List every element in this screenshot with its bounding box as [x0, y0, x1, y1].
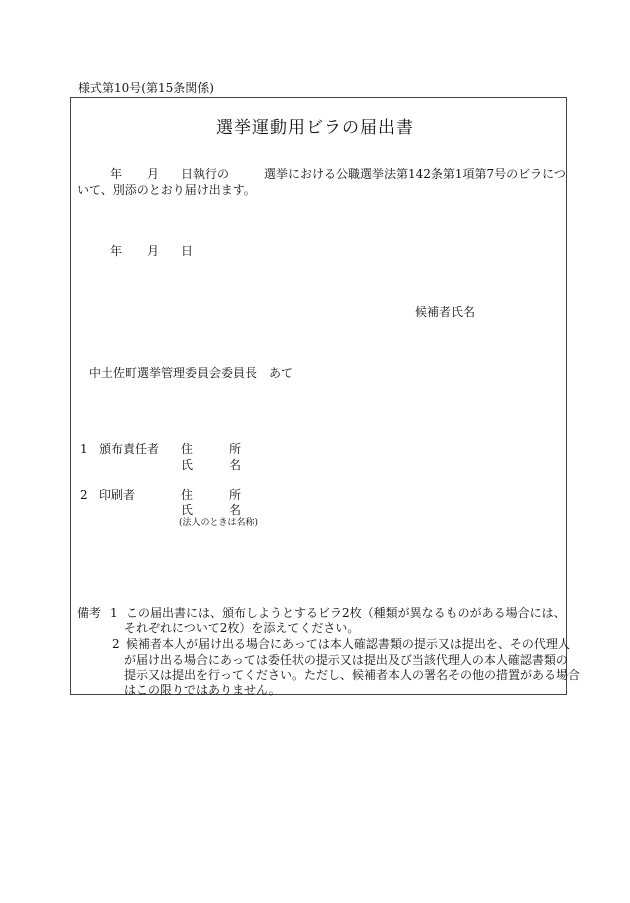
remark2-line2: が届け出る場合にあっては委任状の提示又は提出及び当該代理人の本人確認書類の	[124, 653, 568, 667]
section1-name-b: 名	[229, 458, 242, 472]
intro-month: 月	[147, 167, 160, 181]
remark1-number: 1	[110, 606, 118, 620]
intro-line1: 選挙における公職選挙法第142条第1項第7号のビラにつ	[264, 167, 566, 181]
form-number: 様式第10号(第15条関係)	[78, 81, 214, 95]
remark1-line2: それぞれについて2枚）を添えてください。	[124, 621, 360, 635]
section1-address-a: 住	[181, 442, 194, 456]
remark2-line3: 提示又は提出を行ってください。ただし、候補者本人の署名その他の措置がある場合	[124, 668, 581, 682]
intro-line2: いて、別添のとおり届け出ます。	[77, 183, 256, 197]
corporate-name-note: (法人のときは名称)	[179, 518, 259, 528]
section2-name-a: 氏	[181, 503, 194, 517]
addressee: 中土佐町選挙管理委員会委員長 あて	[89, 366, 294, 380]
remark2-line1: 候補者本人が届け出る場合にあっては本人確認書類の提示又は提出を、その代理人	[126, 637, 570, 651]
section1-label: 頒布責任者	[99, 442, 160, 456]
section2-label: 印刷者	[99, 488, 136, 502]
date-day: 日	[181, 244, 194, 258]
candidate-name-label: 候補者氏名	[415, 305, 476, 319]
remarks-label: 備考	[77, 606, 102, 620]
remark2-line4: はこの限りではありません。	[124, 683, 281, 697]
section1-name-a: 氏	[181, 458, 194, 472]
section1-number: 1	[80, 442, 88, 456]
remark1-line1: この届出書には、頒布しようとするビラ2枚（種類が異なるものがある場合には、	[126, 606, 566, 620]
section2-name-b: 名	[229, 503, 242, 517]
date-month: 月	[147, 244, 160, 258]
section2-address-b: 所	[229, 488, 242, 502]
section1-address-b: 所	[229, 442, 242, 456]
document-title: 選挙運動用ビラの届出書	[216, 118, 414, 138]
section2-address-a: 住	[181, 488, 194, 502]
date-year: 年	[110, 244, 123, 258]
section2-number: 2	[80, 488, 88, 502]
intro-year: 年	[110, 167, 123, 181]
remark2-number: 2	[112, 637, 120, 651]
intro-day-executed: 日執行の	[181, 167, 230, 181]
